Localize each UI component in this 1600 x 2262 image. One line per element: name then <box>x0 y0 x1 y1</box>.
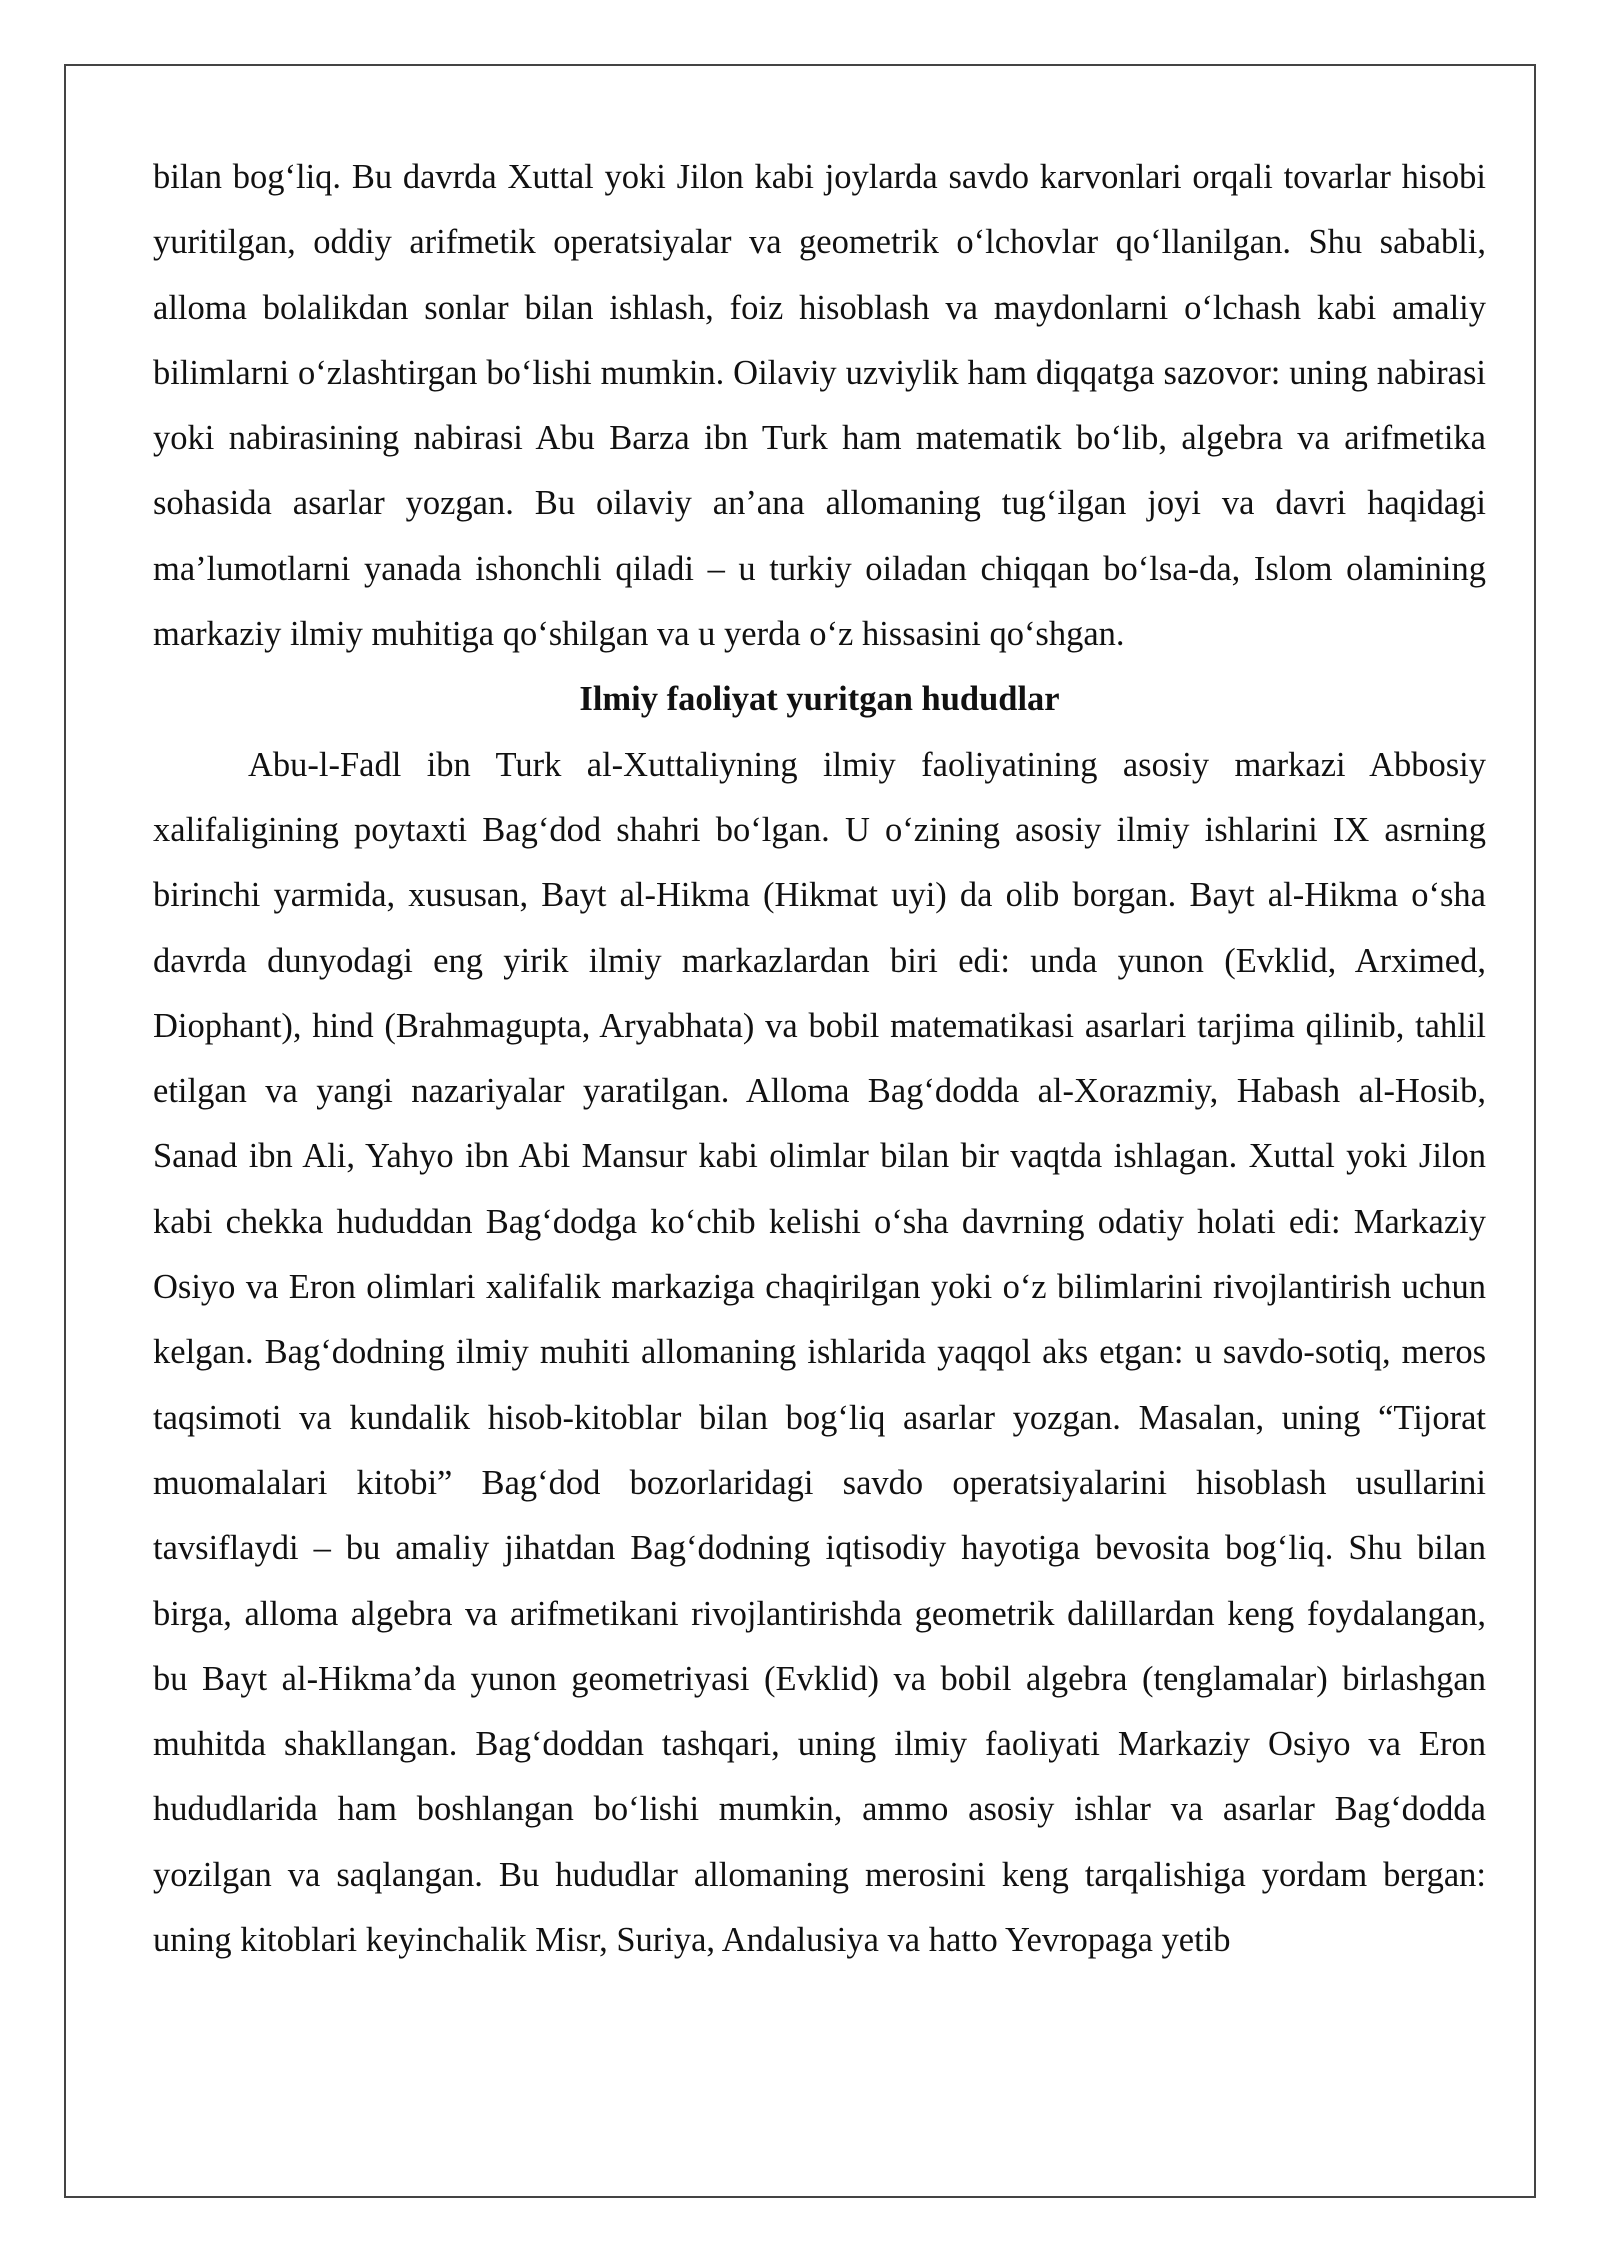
paragraph-continued: bilan bog‘liq. Bu davrda Xuttal yoki Jilon kabi joylarda savdo karvonlari orqali tovarlar hisobi yuritilgan, oddiy arifmetik operatsiyalar va geometrik o‘lchovlar qo‘llanilgan. Shu sababli, alloma bolalikdan sonlar bilan ishlash, foiz hisoblash va maydonlarni o‘lchash kabi amaliy bilimlarni o‘zlashtirgan bo‘lishi mumkin. Oilaviy uzviylik ham diqqatga sazovor: uning nabirasi yoki nabirasining nabirasi Abu Barza ibn Turk ham matematik bo‘lib, algebra va arifmetika sohasida asarlar yozgan. Bu oilaviy an’ana allomaning tug‘ilgan joyi va davri haqidagi ma’lumotlarni yanada ishonchli qiladi – u turkiy oiladan chiqqan bo‘lsa-da, Islom olamining markaziy ilmiy muhitiga qo‘shilgan va u yerda o‘z hissasini qo‘shgan. <box>153 158 1486 654</box>
document-body <box>153 145 1486 1973</box>
paragraph-body: Abu-l-Fadl ibn Turk al-Xuttaliyning ilmiy faoliyatining asosiy markazi Abbosiy xalifaligining poytaxti Bag‘dod shahri bo‘lgan. U o‘zining asosiy ilmiy ishlarini IX asrning birinchi yarmida, xususan, Bayt al-Hikma (Hikmat uyi) da olib borgan. Bayt al-Hikma o‘sha davrda dunyodagi eng yirik ilmiy markazlardan biri edi: unda yunon (Evklid, Arximed, Diophant), hind (Brahmagupta, Aryabhata) va bobil matematikasi asarlari tarjima qilinib, tahlil etilgan va yangi nazariyalar yaratilgan. Alloma Bag‘dodda al-Xorazmiy, Habash al-Hosib, Sanad ibn Ali, Yahyo ibn Abi Mansur kabi olimlar bilan bir vaqtda ishlagan. Xuttal yoki Jilon kabi chekka hududdan Bag‘dodga ko‘chib kelishi o‘sha davrning odatiy holati edi: Markaziy Osiyo va Eron olimlari xalifalik markaziga chaqirilgan yoki o‘z bilimlarini rivojlantirish uchun kelgan. Bag‘dodning ilmiy muhiti allomaning ishlarida yaqqol aks etgan: u savdo-sotiq, meros taqsimoti va kundalik hisob-kitoblar bilan bog‘liq asarlar yozgan. Masalan, uning “Tijorat muomalalari kitobi” Bag‘dod bozorlaridagi savdo operatsiyalarini hisoblash usullarini tavsiflaydi – bu amaliy jihatdan Bag‘dodning iqtisodiy hayotiga bevosita bog‘liq. Shu bilan birga, alloma algebra va arifmetikani rivojlantirishda geometrik dalillardan keng foydalangan, bu Bayt al-Hikma’da yunon geometriyasi (Evklid) va bobil algebra (tenglamalar) birlashgan muhitda shakllangan. Bag‘doddan tashqari, uning ilmiy faoliyati Markaziy Osiyo va Eron hududlarida ham boshlangan bo‘lishi mumkin, ammo asosiy ishlar va asarlar Bag‘dodda yozilgan va saqlangan. Bu hududlar allomaning merosini keng tarqalishiga yordam bergan: uning kitoblari keyinchalik Misr, Suriya, Andalusiya va hatto Yevropaga yetib <box>153 745 1486 1960</box>
section-heading: Ilmiy faoliyat yuritgan hududlar <box>579 680 1060 719</box>
